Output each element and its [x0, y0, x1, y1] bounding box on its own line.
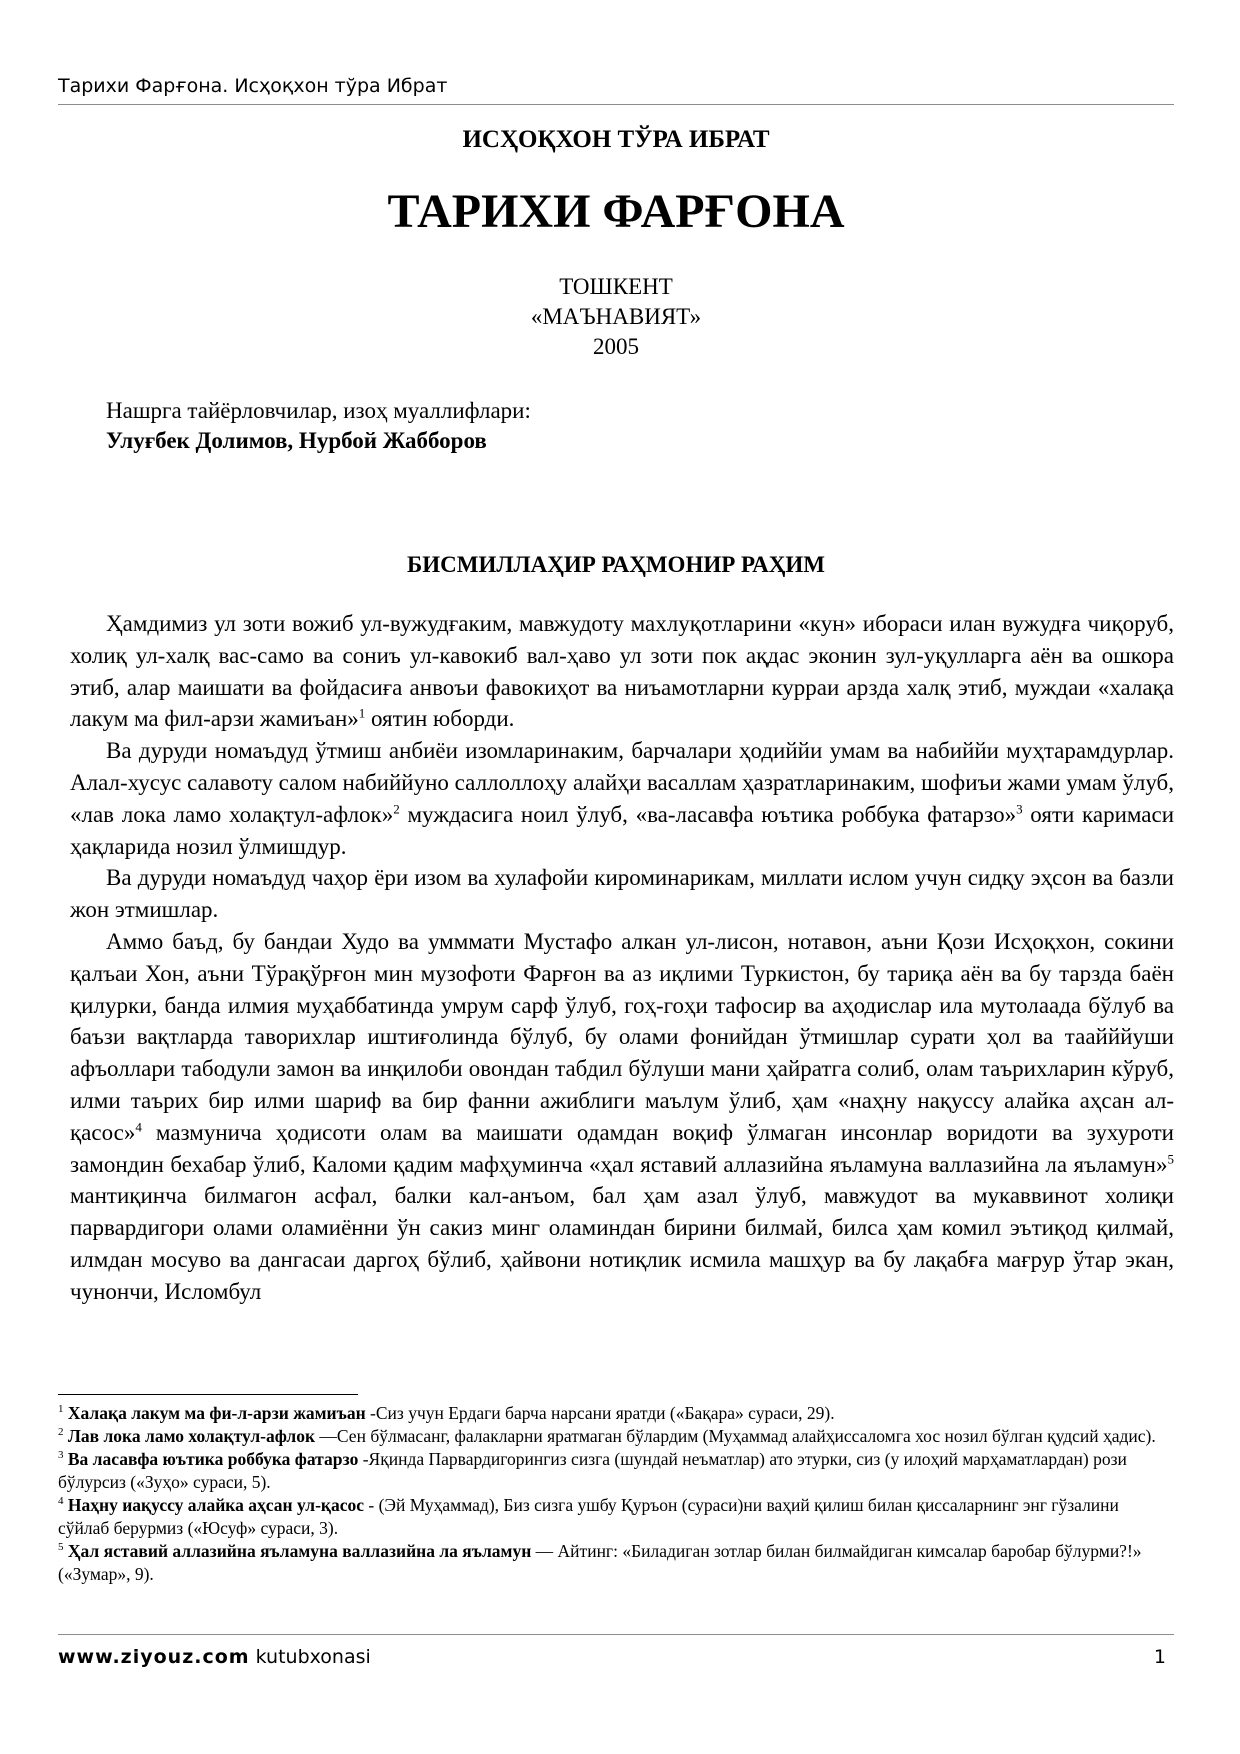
page-footer: [58, 1634, 1174, 1669]
imprint: [58, 272, 1174, 362]
footnote-term: Ҳал яставий аллазийна яъламуна валлазийна ла яъламун: [67, 1541, 532, 1561]
footnote-divider: [58, 1394, 358, 1395]
text-run: муждасига ноил ўлуб, «ва-ласавфа юътика роббука фатарзо»: [399, 801, 1017, 827]
running-title: Тарихи Фарғона. Исҳоқхон тўра Ибрат: [58, 75, 448, 97]
text-run: мазмунича ҳодисоти олам ва маишати одамдан воқиф ўлмаган инсонлар воридоти ва зухуроти замондин бехабар ўлиб, Каломи қадим мафҳуминча «ҳал яставий аллазийна яъламуна валлазийна ла яъламун»: [70, 1119, 1174, 1177]
footnote-1: [58, 1402, 1174, 1425]
footnote-2: [58, 1425, 1174, 1448]
footnote-4: [58, 1494, 1174, 1540]
footnote-3: [58, 1448, 1174, 1494]
footnote-number: 2: [58, 1426, 64, 1439]
editors-names: Улуғбек Долимов, Нурбой Жабборов: [106, 428, 487, 453]
imprint-year: 2005: [593, 334, 639, 359]
paragraph-4: [70, 926, 1174, 1308]
footnote-mark-4[interactable]: 4: [135, 1119, 142, 1135]
footer-label: kutubxonasi: [249, 1646, 371, 1668]
footer-site-link[interactable]: www.ziyouz.com: [58, 1646, 250, 1668]
footnote-term: Халақа лакум ма фи-л-арзи жамиъан: [67, 1403, 366, 1423]
footnote-number: 4: [58, 1495, 64, 1508]
footnote-number: 3: [58, 1449, 64, 1462]
title-block: [58, 120, 1174, 362]
footnote-5: [58, 1540, 1174, 1586]
editors-label: Нашрга тайёрловчилар, изоҳ муаллифлари:: [106, 398, 531, 423]
footnote-number: 1: [58, 1403, 64, 1416]
footnote-number: 5: [58, 1541, 64, 1554]
imprint-publisher: «МАЪНАВИЯТ»: [530, 304, 702, 329]
footnote-term: Лав лока ламо холақтул-афлок: [67, 1426, 316, 1446]
footnote-term: Ва ласавфа юътика роббука фатарзо: [67, 1449, 359, 1469]
footnote-text: - (Эй Муҳаммад), Биз сизга ушбу Қуръон (сураси)ни ваҳий қилиш билан қиссаларнинг энг гўзалини сўйлаб берурмиз («Юсуф» сураси, 3).: [58, 1495, 1119, 1538]
footnote-text: -Яқинда Парвардигорингиз сизга (шундай неъматлар) ато этурки, сиз (у илоҳий марҳаматлардан) рози бўлурсиз («Зуҳо» сураси, 5).: [58, 1449, 1127, 1492]
paragraph-3: Ва дуруди номаъдуд чаҳор ёри изом ва хулафойи кироминарикам, миллати ислом учун сидқу эҳсон ва базли жон этмишлар.: [70, 865, 1174, 923]
text-run: Ва дуруди номаъдуд ўтмиш анбиёи изомларинаким, барчалари ҳодиййи умам ва набиййи муҳтарамдурлар. Алал-хусус салавоту салом набиййуно саллоллоҳу алайҳи васаллам ҳазратларинаким, шофиъи жами умам ўлуб, «лав лока ламо холақтул-афлок»: [70, 738, 1174, 827]
text-run: оятин юборди.: [365, 706, 515, 732]
text-run: Ҳамдимиз ул зоти вожиб ул-вужудғаким, мавжудоту махлуқотларини «кун» ибораси илан вужудға чиқоруб, холиқ ул-халқ вас-само ва сониъ ул-кавокиб вал-ҳаво ул зоти пок ақдас эконин зул-уқулларга аён ва ошкора этиб, алар маишати ва фойдасиға анвоъи фавокиҳот ва ниъамотларни курраи арзда халқ этиб, муждаи «халақа лакум ма фил-арзи жамиъан»: [70, 611, 1174, 732]
footnote-text: — Айтинг: «Биладиган зотлар билан билмайдиган кимсалар баробар бўлурми?!» («Зумар», 9).: [58, 1541, 1142, 1584]
body-text: [70, 608, 1174, 1308]
text-run: мантиқинча билмагон асфал, балки кал-анъом, бал ҳам азал ўлуб, мавжудот ва мукаввинот холиқи парвардигори олами оламиённи ўн сакиз минг оламиндан бирини билмай, билса ҳам комил эътиқод қилмай, илмдан мосуво ва дангасаи даргоҳ бўлиб, ҳайвони нотиқлик исмила машҳур ва бу лақабға мағрур ўтар экан, чунончи, Исломбул: [70, 1183, 1174, 1304]
footnotes: [58, 1402, 1174, 1586]
text-run: ояти каримаси ҳақларида нозил ўлмишдур.: [70, 801, 1175, 859]
footnote-mark-2[interactable]: 2: [393, 801, 400, 817]
footnote-mark-5[interactable]: 5: [1167, 1150, 1174, 1166]
book-title: ТАРИХИ ФАРҒОНА: [387, 185, 845, 238]
editors-block: [106, 396, 531, 456]
footnote-text: -Сиз учун Ердаги барча нарсани яратди («Бақара» сураси, 29).: [365, 1403, 835, 1423]
footnote-text: —Сен бўлмасанг, фалакларни яратмаган бўлардим (Муҳаммад алайҳиссаломга хос нозил бўлган қудсий ҳадис).: [315, 1426, 1156, 1446]
footnote-mark-3[interactable]: 3: [1016, 801, 1023, 817]
footnote-mark-1[interactable]: 1: [358, 705, 366, 721]
footnote-term: Наҳну иақуссу алайка аҳсан ул-қасос: [67, 1495, 365, 1515]
basmala-heading: БИСМИЛЛАҲИР РАҲМОНИР РАҲИМ: [407, 552, 825, 577]
paragraph-2: [70, 735, 1174, 862]
text-run: Аммо баъд, бу бандаи Худо ва умммати Мустафо алкан ул-лисон, нотавон, аъни Қози Исҳоқхон, сокини қалъаи Хон, аъни Тўрақўрғон мин музофоти Фарғон ва аз иқлими Туркистон, бу тариқа аён ва бу тарзда баён қилурки, банда илмия муҳаббатинда умрум сарф ўлуб, гоҳ-гоҳи тафосир ва аҳодислар ила мутолаада бўлуб ва баъзи вақтларда таворихлар иштиғолинда бўлуб, бу олами фонийдан ўтмишлар сурати ҳол ва таайййуши афъоллари табодули замон ва инқилоби овондан табдил бўлуши мани ҳайратга солиб, олам таърихларин кўруб, илми таърих бир илми шариф ва бир фанни ажиблиги маълум ўлиб, ҳам «наҳну нақуссу алайка аҳсан ал-қасос»: [70, 928, 1174, 1145]
page-number: 1: [1153, 1646, 1166, 1668]
paragraph-1: [70, 608, 1174, 735]
imprint-city: ТОШКЕНТ: [559, 274, 673, 299]
running-header: [58, 74, 1174, 105]
book-author: ИСҲОҚХОН ТЎРА ИБРАТ: [462, 126, 770, 153]
